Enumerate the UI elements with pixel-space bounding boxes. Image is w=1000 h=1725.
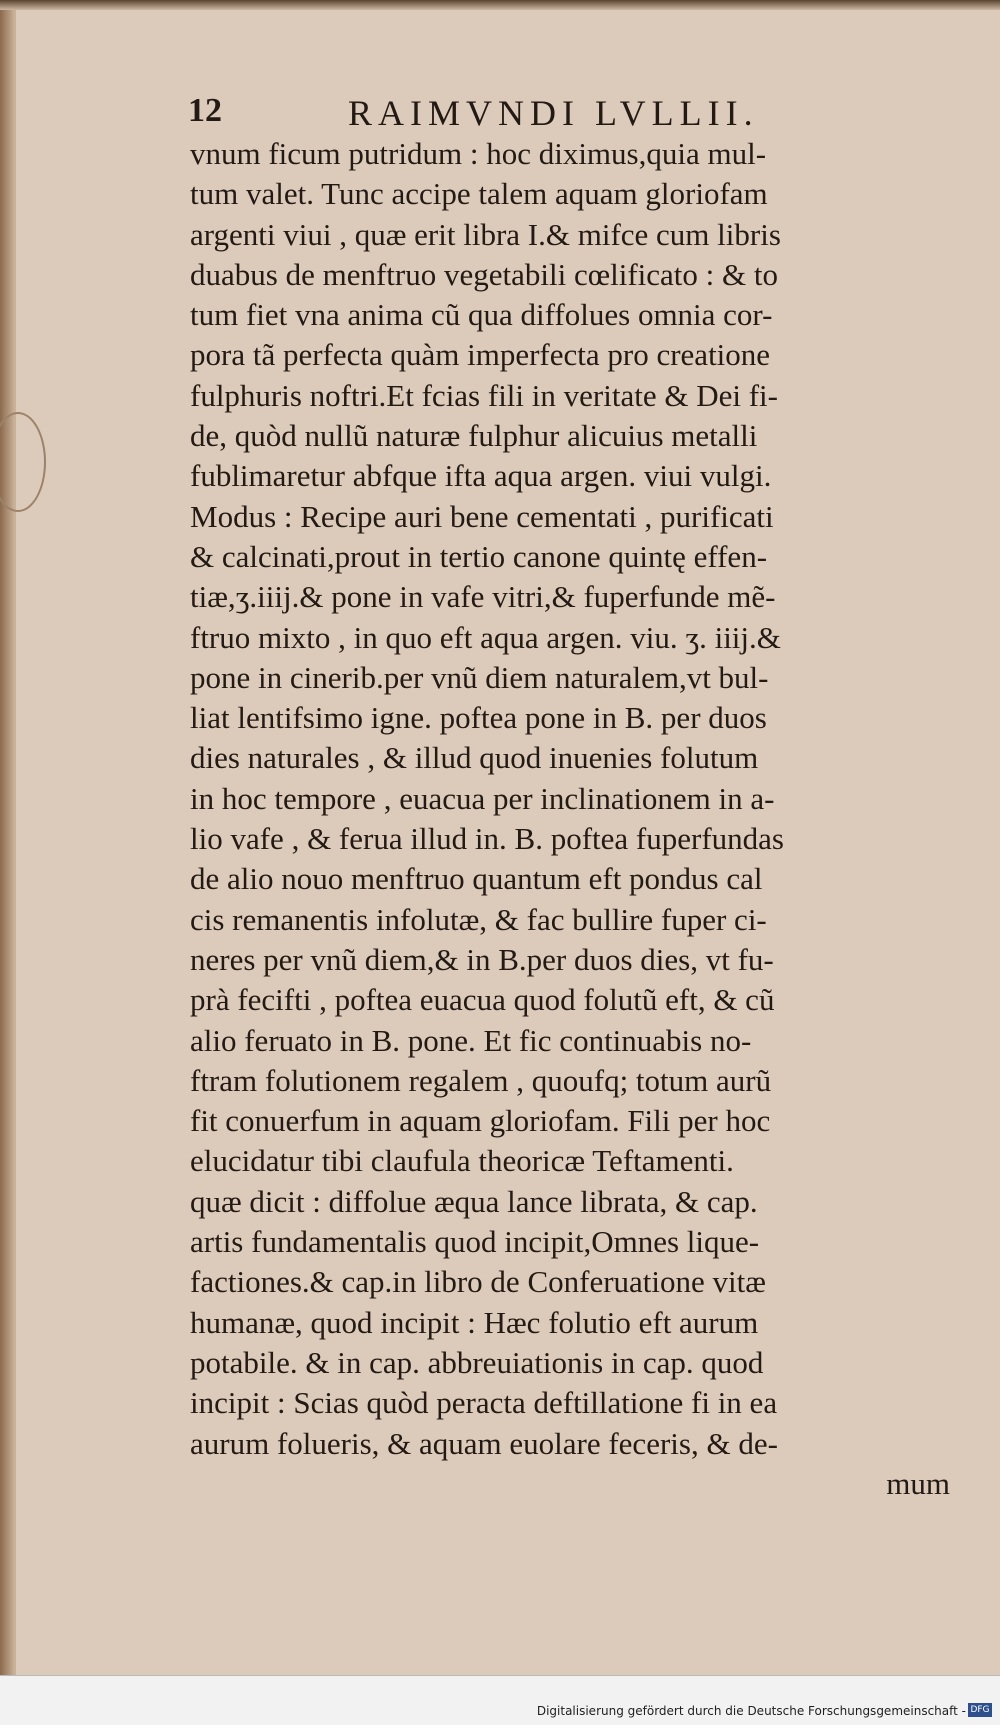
text-line: prà fecifti , poftea euacua quod folutũ eft, & cũ: [190, 982, 775, 1018]
text-line: & calcinati,prout in tertio canone quintę effen-: [190, 538, 768, 574]
text-line: pone in cinerib.per vnũ diem naturalem,vt bul-: [190, 659, 769, 695]
text-line: quæ dicit : diffolue æqua lance librata, & cap.: [190, 1183, 758, 1219]
digitization-footer: [0, 1675, 1000, 1725]
body-text: [190, 134, 950, 1504]
text-line: pora tã perfecta quàm imperfecta pro creatione: [190, 337, 771, 373]
text-line: fulphuris noftri.Et fcias fili in veritate & Dei fi-: [190, 377, 778, 413]
text-line: argenti viui , quæ erit libra I.& mifce cum libris: [190, 216, 781, 252]
text-line: dies naturales , & illud quod inuenies folutum: [190, 740, 759, 776]
page-top-edge: [0, 0, 1000, 10]
text-line: elucidatur tibi claufula theoricæ Teftamenti.: [190, 1143, 734, 1179]
text-line: alio feruato in B. pone. Et fic continuabis no-: [190, 1022, 752, 1058]
text-line: fit conuerfum in aquam gloriofam. Fili per hoc: [190, 1103, 771, 1139]
text-line: cis remanentis infolutæ, & fac bullire fuper ci-: [190, 901, 767, 937]
text-line: ftruo mixto , in quo eft aqua argen. viu. ʒ. iiij.&: [190, 619, 781, 655]
text-line: in hoc tempore , euacua per inclinationem in a-: [190, 780, 775, 816]
text-line: aurum folueris, & aquam euolare feceris, & de-: [190, 1425, 778, 1461]
text-line: artis fundamentalis quod incipit,Omnes lique-: [190, 1224, 760, 1260]
text-line: de, quòd nullũ naturæ fulphur alicuius metalli: [190, 418, 758, 454]
text-line: humanæ, quod incipit : Hæc folutio eft aurum: [190, 1304, 759, 1340]
page-number: 12: [188, 92, 222, 129]
catchword: mum: [886, 1465, 950, 1501]
text-line: incipit : Scias quòd peracta deftillatione fi in ea: [190, 1385, 778, 1421]
text-line: duabus de menftruo vegetabili cœlificato : & to: [190, 256, 778, 292]
text-line: tum valet. Tunc accipe talem aquam gloriofam: [190, 176, 768, 212]
dfg-logo: DFG: [968, 1703, 992, 1717]
page-binding-edge: [0, 0, 14, 1724]
text-line: neres per vnũ diem,& in B.per duos dies, vt fu-: [190, 941, 774, 977]
text-line: lio vafe , & ferua illud in. B. poftea fuperfundas: [190, 821, 784, 857]
text-line: liat lentifsimo igne. poftea pone in B. per duos: [190, 700, 767, 736]
text-line: tum fiet vna anima cũ qua diffolues omnia cor-: [190, 297, 773, 333]
running-head: [188, 92, 968, 136]
text-line: potabile. & in cap. abbreuiationis in cap. quod: [190, 1344, 764, 1380]
text-line: tiæ,ʒ.iiij.& pone in vafe vitri,& fuperfunde mẽ-: [190, 579, 776, 615]
text-line: factiones.& cap.in libro de Conferuatione vitæ: [190, 1264, 766, 1300]
text-line: Modus : Recipe auri bene cementati , purificati: [190, 498, 774, 534]
text-line: ftram folutionem regalem , quoufq; totum aurũ: [190, 1062, 772, 1098]
funding-credit: Digitalisierung gefördert durch die Deutsche Forschungsgemeinschaft -: [536, 1704, 966, 1718]
text-line: de alio nouo menftruo quantum eft pondus cal: [190, 861, 763, 897]
text-line: fublimaretur abfque ifta aqua argen. viui vulgi.: [190, 458, 772, 494]
running-title: RAIMVNDI LVLLII.: [348, 93, 759, 133]
text-line: vnum ficum putridum : hoc diximus,quia mul-: [190, 136, 767, 171]
